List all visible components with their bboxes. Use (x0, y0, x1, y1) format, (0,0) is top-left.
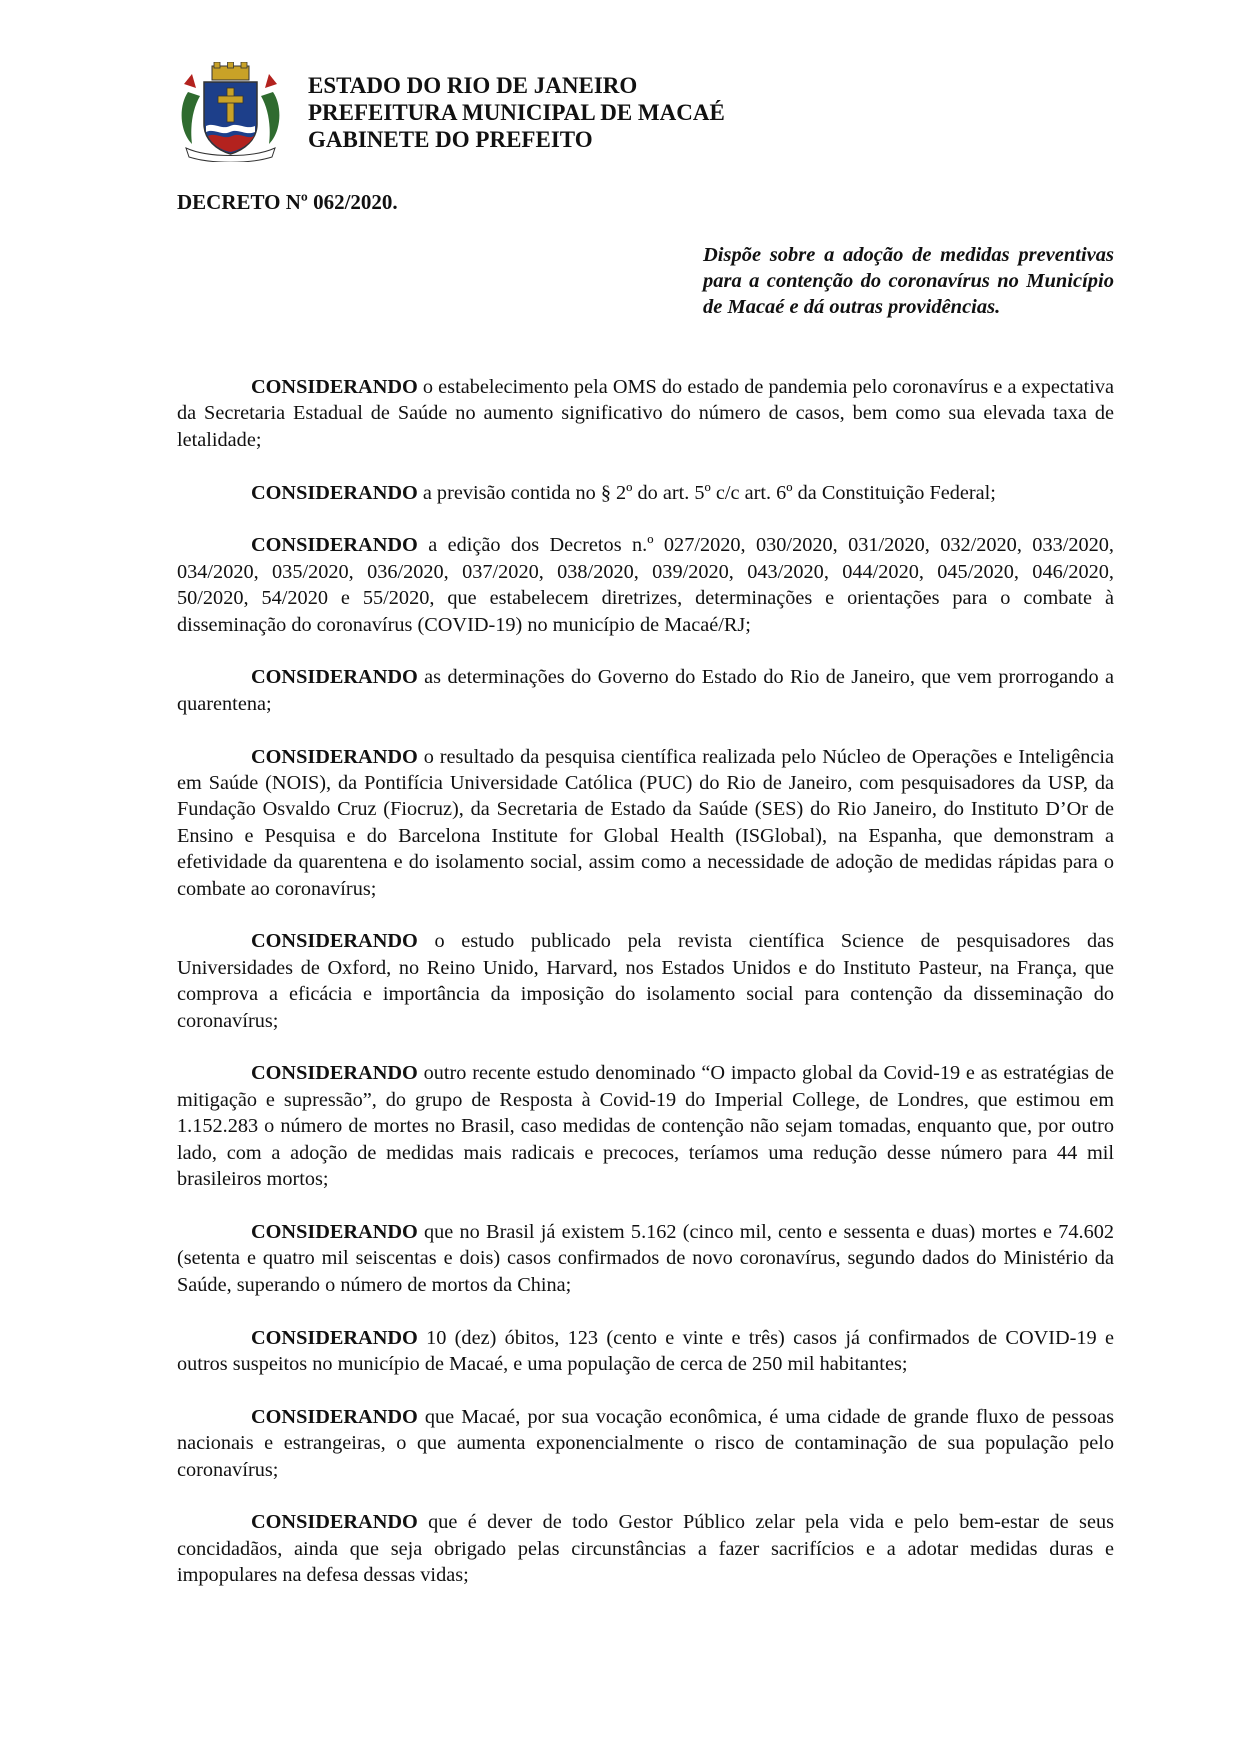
decree-number: DECRETO Nº 062/2020. (177, 190, 398, 214)
paragraph (177, 480, 1114, 506)
keyword: CONSIDERANDO (251, 930, 418, 953)
paragraph-text: a edição dos Decretos n.º 027/2020, 030/2020, 031/2020, 032/2020, 033/2020, 034/2020, 035/2020, 036/2020, 037/2020, 038/2020, 039/2020, 043/2020, 044/2020, 045/2020, 046/2020, 50/2020, 54/2020 e 55/2020, que estabelecem diretrizes, determinações e orientações para o combate à disseminação do coronavírus (COVID-19) no município de Macaé/RJ; (177, 534, 1114, 636)
document-body (177, 374, 1114, 1615)
header-gabinete: GABINETE DO PREFEITO (308, 127, 593, 152)
decree-summary: Dispõe sobre a adoção de medidas preventivas para a contenção do coronavírus no Município de Macaé e dá outras providências. (703, 244, 1114, 318)
keyword: CONSIDERANDO (251, 534, 418, 557)
keyword: CONSIDERANDO (251, 481, 418, 504)
paragraph (177, 374, 1114, 453)
paragraph (177, 744, 1114, 902)
keyword: CONSIDERANDO (251, 666, 418, 689)
paragraph (177, 1325, 1114, 1378)
header-state: ESTADO DO RIO DE JANEIRO (308, 73, 638, 98)
keyword: CONSIDERANDO (251, 1405, 418, 1428)
keyword: CONSIDERANDO (251, 376, 418, 398)
paragraph-text: o resultado da pesquisa científica realizada pelo Núcleo de Operações e Inteligência em Saúde (NOIS), da Pontifícia Universidade Católica (PUC) do Rio de Janeiro, com pesquisadores da USP, da Fundação Osvaldo Cruz (Fiocruz), da Secretaria de Estado da Saúde (SES) do Rio Janeiro, do Instituto D’Or de Ensino e Pesquisa e do Barcelona Institute for Global Health (ISGlobal), na Espanha, que demonstram a efetividade da quarentena e do isolamento social, assim como a necessidade de adoção de medidas rápidas para o combate ao coronavírus; (177, 745, 1114, 900)
paragraph (177, 1060, 1114, 1192)
coat-of-arms-icon (178, 62, 283, 162)
paragraph-text: o estudo publicado pela revista científica Science de pesquisadores das Universidades de Oxford, no Reino Unido, Harvard, nos Estados Unidos e do Instituto Pasteur, na França, que comprova a eficácia e importância da imposição do isolamento social para contenção da disseminação do coronavírus; (177, 930, 1114, 1032)
keyword: CONSIDERANDO (251, 1062, 418, 1085)
paragraph (177, 664, 1114, 717)
paragraph (177, 1509, 1114, 1588)
paragraph (177, 532, 1114, 638)
paragraph (177, 928, 1114, 1034)
paragraph-text: as determinações do Governo do Estado do Rio de Janeiro, que vem prorrogando a quarentena; (177, 666, 1114, 715)
paragraph-text: que é dever de todo Gestor Público zelar pela vida e pelo bem-estar de seus concidadãos, ainda que seja obrigado pelas circunstâncias a fazer sacrifícios e a adotar medidas duras e impopulares na defesa dessas vidas; (177, 1511, 1114, 1587)
header-block (308, 72, 725, 153)
header-prefeitura: PREFEITURA MUNICIPAL DE MACAÉ (308, 100, 725, 125)
paragraph-text: 10 (dez) óbitos, 123 (cento e vinte e três) casos já confirmados de COVID-19 e outros suspeitos no município de Macaé, e uma população de cerca de 250 mil habitantes; (177, 1326, 1114, 1375)
paragraph-text: o estabelecimento pela OMS do estado de pandemia pelo coronavírus e a expectativa da Secretaria Estadual de Saúde no aumento significativo do número de casos, bem como sua elevada taxa de letalidade; (177, 376, 1114, 451)
paragraph-text: que Macaé, por sua vocação econômica, é uma cidade de grande fluxo de pessoas nacionais e estrangeiras, o que aumenta exponencialmente o risco de contaminação de sua população pelo coronavírus; (177, 1405, 1114, 1481)
paragraph (177, 1219, 1114, 1298)
keyword: CONSIDERANDO (251, 745, 418, 768)
paragraph-text: a previsão contida no § 2º do art. 5º c/c art. 6º da Constituição Federal; (417, 481, 996, 504)
keyword: CONSIDERANDO (251, 1511, 418, 1534)
keyword: CONSIDERANDO (251, 1326, 418, 1349)
keyword: CONSIDERANDO (251, 1220, 418, 1243)
paragraph (177, 1404, 1114, 1483)
paragraph-text: que no Brasil já existem 5.162 (cinco mil, cento e sessenta e duas) mortes e 74.602 (setenta e quatro mil seiscentas e dois) casos confirmados de novo coronavírus, segundo dados do Ministério da Saúde, superando o número de mortos da China; (177, 1220, 1114, 1296)
paragraph-text: outro recente estudo denominado “O impacto global da Covid-19 e as estratégias de mitigação e supressão”, do grupo de Resposta à Covid-19 do Imperial College, de Londres, que estimou em 1.152.283 o número de mortes no Brasil, caso medidas de contenção não sejam tomadas, enquanto que, por outro lado, com a adoção de medidas mais radicais e precoces, teríamos uma redução desse número para 44 mil brasileiros mortos; (177, 1062, 1114, 1191)
